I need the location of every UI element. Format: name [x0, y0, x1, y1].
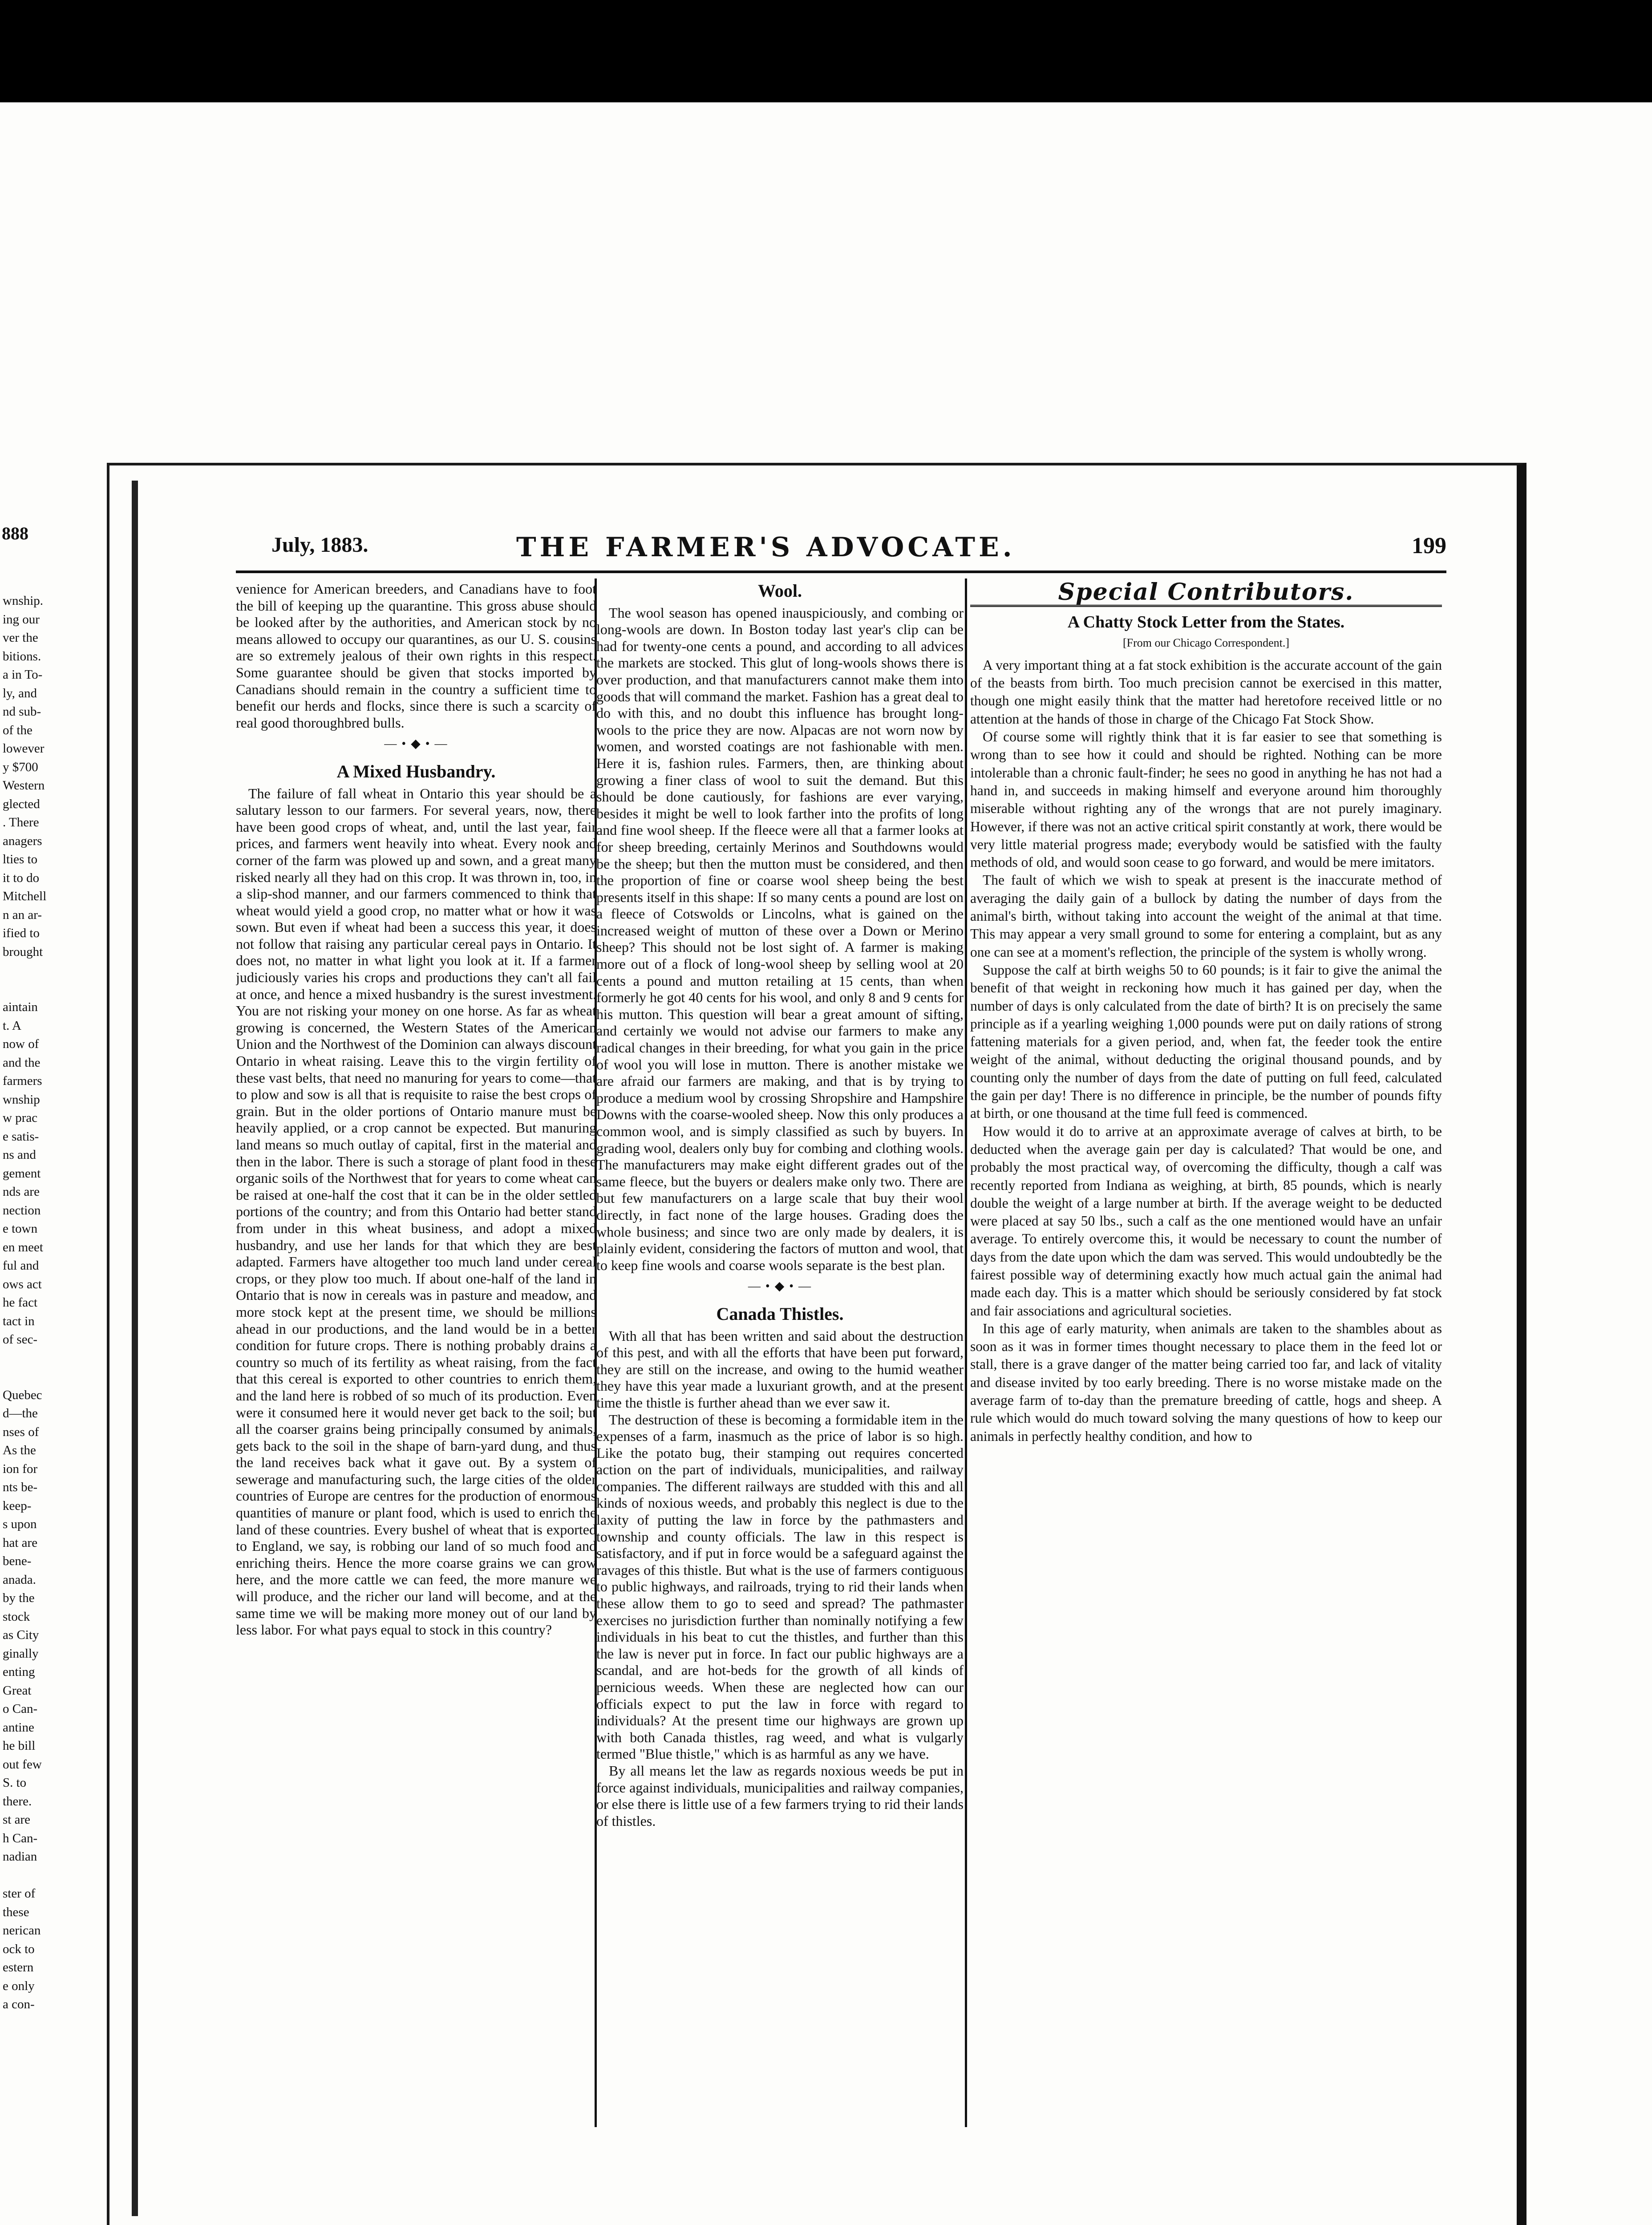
- previous-page-line: bitions.: [3, 649, 41, 663]
- previous-page-line: nection: [3, 1203, 41, 1218]
- previous-page-line: s upon: [3, 1517, 37, 1531]
- previous-page-line: Mitchell: [3, 889, 47, 903]
- section-title: Special Contributors.: [970, 583, 1442, 607]
- previous-page-line: ly, and: [3, 686, 37, 700]
- previous-page-line: h Can-: [3, 1831, 38, 1845]
- previous-page-line: by the: [3, 1591, 35, 1605]
- previous-page-line: st are: [3, 1812, 30, 1827]
- article-body: The destruction of these is becoming a formidable item in the expenses of a farm, inasmuch as the price of labor is so high. Like the potato bug, their stamping out requires concerted action on the part of individuals, municipalities, and railway companies. The different railways are studded with this and all kinds of noxious weeds, and probably this neglect is due to the laxity of putting the law in force by the pathmasters and township and county officials. The law in this respect is satisfactory, and if put in force would be a safeguard against the ravages of this thistle. But what is the use of farmers contiguous to public highways, and railroads, trying to rid their lands when these allow them to go to seed and spread? The pathmaster exercises no jurisdiction further than nominally notifying a few individuals in his beat to cut the thistles, and further than this the law is never put in force. In fact our public highways are a scandal, and are hot-beds for the growth of all kinds of pernicious weeds. When these are neglected how can our officials expect to put the law in force with regard to individuals? At the present time our highways are grown up with both Canada thistles, rag weed, and what is vulgarly termed "Blue thistle," which is as harmful as any we have.: [596, 1411, 964, 1762]
- previous-page-line: it to do: [3, 870, 40, 885]
- previous-page-line: aintain: [3, 1000, 38, 1014]
- article-body: The failure of fall wheat in Ontario this year should be a salutary lesson to our farmers. For several years, now, there have been good crops of wheat, and, until the last year, fair prices, and farmers went heavily into wheat. Every nook and corner of the farm was plowed up and sown, and a great many risked nearly all they had on this crop. It was thrown in, too, in a slip-shod manner, and our farmers commenced to think that wheat would yield a good crop, no matter what or how it was sown. But even if wheat had been a success this year, it does not follow that raising any particular cereal pays in Ontario. It does not, no matter in what light you look at it. If a farmer judiciously varies his crops and productions they can't all fail at once, and hence a mixed husbandry is the surest investment. You are not risking your money on one horse. As far as wheat growing is concerned, the Western States of the American Union and the Northwest of the Dominion can always discount Ontario in wheat raising. Leave this to the virgin fertility of these vast belts, that need no manuring for years to come—that to plow and sow is all that is requisite to raise the best crops of grain. But in the older portions of Ontario manure must be heavily applied, or a crop cannot be expected. But manuring land means so much outlay of capital, first in the material and then in the labor. There is such a storage of plant food in these organic soils of the Northwest that for years to come wheat can be raised at one-half the cost that it can be in the older settled portions of the country; and from this Ontario had better stand from under in this wheat business, and adopt a mixed husbandry, and use her lands for that which they are best adapted. Farmers have altogether too much land under cereal crops, or they plow too much. If about one-half of the land in Ontario that is now in cereals was in pasture and meadow, and more stock kept at the present time, we should be millions ahead in our productions, and the land would be in a better condition for future crops. There is nothing probably drains a country so much of its fertility as wheat raising, from the fact that this cereal is exported to other countries to enrich them, and the land here is robbed of so much of its production. Even were it consumed here it would never get back to the soil; but all the coarser grains being principally consumed by animals, gets back to the soil in the shape of barn-yard dung, and thus the land receives back what it gave out. By a system of sewerage and manufacturing such, the large cities of the older countries of Europe are centres for the production of enormous quantities of manure or plant food, which is used to enrich the land of these countries. Every bushel of wheat that is exported to England, we say, is robbing our land of so much food and enriching theirs. Hence the more coarse grains we can grow here, and the more cattle we can feed, the more manure we will produce, and the richer our land will become, and at the same time we will be making more money out of our land by less labor. For what pays equal to stock in this country?: [236, 785, 596, 1638]
- article-body: The fault of which we wish to speak at present is the inaccurate method of averaging the daily gain of a bullock by dating the number of days from the animal's birth, without taking into account the weight of the animal at that time. This may appear a very small ground to some for entering a complaint, but as any one can see at a moment's reflection, the principle of the system is wholly wrong.: [970, 872, 1442, 960]
- previous-page-line: S. to: [3, 1776, 27, 1790]
- previous-page-line: y $700: [3, 760, 38, 774]
- previous-page-line: brought: [3, 944, 43, 959]
- previous-page-line: ver the: [3, 631, 38, 645]
- article-body: Of course some will rightly think that it is far easier to see that something is wrong than to see how it could and should be righted. Nothing can be more intolerable than a chronic fault-finder; he sees no good in anything he has not had a hand in, and succeeds in making himself and everyone around him thoroughly miserable without righting any of the wrongs that are not purely imaginary. However, if there was not an active critical spirit constantly at work, there would be very little material progress made; everybody would be satisfied with the faulty methods of old, and would soon cease to go forward, and would be mere imitators.: [970, 729, 1442, 870]
- previous-page-line: nerican: [3, 1923, 41, 1938]
- previous-page-line: a in To-: [3, 668, 43, 682]
- article-body: By all means let the law as regards noxious weeds be put in force against individuals, municipalities and railway companies, or else there is little use of a few farmers trying to rid their lands of thistles.: [596, 1762, 964, 1829]
- previous-page-line: nses of: [3, 1424, 39, 1439]
- previous-page-line: Western: [3, 778, 45, 793]
- previous-page-line: these: [3, 1905, 29, 1919]
- previous-page-line: wnship.: [3, 594, 44, 608]
- section-ornament: — • ◆ • —: [384, 737, 448, 751]
- previous-page-line: a con-: [3, 1997, 35, 2011]
- previous-page-line: nds are: [3, 1185, 40, 1199]
- previous-page-line: ows act: [3, 1277, 42, 1291]
- previous-page-line: tact in: [3, 1314, 35, 1328]
- previous-page-line: hat are: [3, 1535, 38, 1550]
- article-heading: A Mixed Husbandry.: [336, 761, 496, 781]
- previous-page-line: lowever: [3, 741, 45, 756]
- previous-page-line: bene-: [3, 1554, 32, 1568]
- column-rule: [965, 578, 967, 2127]
- previous-page-line: e town: [3, 1222, 38, 1236]
- previous-page-line: of the: [3, 723, 32, 737]
- article-subheading: [From our Chicago Correspondent.]: [1122, 636, 1290, 649]
- previous-page-line: t. A: [3, 1018, 21, 1033]
- previous-page-line: ginally: [3, 1646, 39, 1661]
- previous-page-line: Great: [3, 1683, 32, 1698]
- article-body: In this age of early maturity, when animals are taken to the shambles about as soon as it was in former times thought necessary to place them in the feed lot or stall, there is a grave danger of the matter being carried too far, and lack of vitality and disease invited by too early breeding. There is no worse mistake made on the average farm of to-day than the premature breeding of cattle, hogs and sheep. A rule which would do much toward solving the many questions of how to keep our animals in perfectly healthy condition, and how to: [970, 1320, 1442, 1444]
- column-2: [596, 581, 964, 2132]
- newspaper-title: THE FARMER'S ADVOCATE.: [516, 532, 1016, 563]
- previous-page-line: nts be-: [3, 1480, 38, 1494]
- previous-page-line: . There: [3, 815, 39, 829]
- previous-page-line: ock to: [3, 1942, 35, 1956]
- article-heading: A Chatty Stock Letter from the States.: [1067, 613, 1345, 632]
- article-body: A very important thing at a fat stock exhibition is the accurate account of the gain of the beasts from birth. Too much precision cannot be exercised in this matter, though one might easily think that the matter had heretofore received little or no attention at the hands of those in charge of the Chicago Fat Stock Show.: [970, 657, 1442, 727]
- masthead: [267, 532, 1446, 567]
- previous-page-line: nadian: [3, 1849, 37, 1864]
- previous-page-line: e only: [3, 1978, 35, 1993]
- previous-page-line: w prac: [3, 1111, 38, 1125]
- column-3: [970, 581, 1442, 2132]
- section-ornament: — • ◆ • —: [748, 1279, 812, 1294]
- previous-page-line: ion for: [3, 1461, 38, 1476]
- article-body: Suppose the calf at birth weighs 50 to 60 pounds; is it fair to give the animal the benefit of that weight in reckoning how much it has gained per day, when the number of days is only calculated from the date of birth? It is on precisely the same principle as if a yearling weighing 1,000 pounds were put on daily rations of strong fattening materials for a given period, and, when fat, the feeder took the entire weight of the animal, without deducting the original thousand pounds, and by counting only the number of days from the date of putting on full feed, calculated the gain per day! There is no difference in principle, be the number of pounds fifty at birth, or one thousand at the time full feed is commenced.: [970, 962, 1442, 1121]
- previous-page-line: as City: [3, 1628, 39, 1642]
- article-heading: Wool.: [758, 581, 802, 601]
- previous-page-line: lties to: [3, 852, 38, 866]
- previous-page-line: ns and: [3, 1148, 36, 1162]
- previous-page-line: ster of: [3, 1886, 36, 1901]
- previous-page-line: now of: [3, 1037, 39, 1051]
- previous-page-line: wnship: [3, 1092, 40, 1107]
- previous-page-line: ing our: [3, 612, 40, 627]
- previous-page-line: stock: [3, 1609, 30, 1624]
- previous-page-line: he bill: [3, 1739, 36, 1753]
- previous-page-line: there.: [3, 1794, 32, 1808]
- previous-page-line: anagers: [3, 833, 42, 848]
- issue-date: July, 1883.: [271, 533, 368, 557]
- quarantine-article-end: venience for American breeders, and Canadians have to foot the bill of keeping up the quarantine. This gross abuse should be looked after by the authorities, and American stock by no means allowed to occupy our quarantines, as our U. S. cousins are so extremely jealous of their own rights in this respect. Some guarantee should be given that stocks imported by Canadians should remain in the country a sufficient time to benefit our herds and flocks, since there is such a scarcity of real good thoroughbred bulls.: [236, 581, 596, 731]
- previous-page-line: n an ar-: [3, 907, 42, 922]
- previous-page-line: gement: [3, 1166, 41, 1181]
- previous-page-line: glected: [3, 797, 40, 811]
- previous-page-line: As the: [3, 1443, 36, 1457]
- previous-page-line: out few: [3, 1757, 42, 1772]
- previous-page-line: estern: [3, 1960, 34, 1974]
- article-body: The wool season has opened inauspiciously, and combing or long-wools are down. In Boston today last year's clip can be had for twenty-one cents a pound, and according to all advices the markets are stocked. This glut of long-wools shows there is over production, and that manufacturers cannot make them into goods that will command the market. Fashion has a great deal to do with this, and no doubt this influence has brought long-wools to the price they are now. Alpacas are not worn now by women, and worsted coatings are not fashionable with men. Here it is, fashion rules. Farmers, then, are thinking about growing a finer class of wool to suit the demand. But this should be done cautiously, for fashions are ever varying, besides it might be well to look farther into the profits of long and fine wool sheep. If the fleece were all that a farmer looks at for sheep breeding, certainly Merinos and Southdowns would be the sheep; but then the mutton must be considered, and then the proportion of fine or coarse wool sheep being the best presents itself in this shape: If so many cents a pound are lost on a fleece of Cotswolds or Lincolns, what is gained on the increased weight of mutton of these over a Down or Merino sheep? This should not be lost sight of. A farmer is making more out of a flock of long-wool sheep by selling wool at 20 cents a pound and mutton retailing at 15 cents, than when formerly he got 40 cents for his wool, and only 8 and 9 cents for his mutton. This question will bear a great amount of sifting, and certainly we would not advise our farmers to make any radical changes in their breeding, for what you gain in the price of wool you will lose in mutton. There is another mistake we are afraid our farmers are making, and that is by trying to produce a medium wool by crossing Shropshire and Hampshire Downs with the coarse-wooled sheep. Now this only produces a common wool, and is simply classified as such by buyers. In grading wool, dealers only buy for combing and clothing wools. The manufacturers may make eight different grades out of the same fleece, but the buyers or dealers make only two. There are but few manufacturers on a large scale that buy their wool directly, in fact none of the large houses. Grading does the whole business; and since two are only made by dealers, it is plainly evident, considering the factors of mutton and wool, that to keep fine wools and coarse wools separate is the best plan.: [596, 604, 964, 1273]
- previous-page-line: he fact: [3, 1295, 38, 1310]
- article-heading: Canada Thistles.: [716, 1303, 844, 1324]
- previous-page-line: en meet: [3, 1240, 43, 1254]
- previous-page-line: d—the: [3, 1406, 38, 1420]
- header-rule: [236, 570, 1446, 573]
- previous-page-line: ified to: [3, 926, 40, 940]
- article-body: With all that has been written and said about the destruction of this pest, and with all the efforts that have been put forward, they are still on the increase, and owing to the humid weather they have this year made a luxuriant growth, and at the present time the thistle is further ahead than we ever saw it.: [596, 1327, 964, 1411]
- previous-page-line: of sec-: [3, 1332, 38, 1347]
- previous-page-line: o Can-: [3, 1702, 38, 1716]
- previous-page-line: farmers: [3, 1074, 42, 1088]
- previous-page-line: ful and: [3, 1258, 39, 1273]
- previous-page-line: enting: [3, 1665, 35, 1679]
- previous-page-line: and the: [3, 1055, 40, 1070]
- previous-page-line: Quebec: [3, 1388, 42, 1402]
- article-body: How would it do to arrive at an approximate average of calves at birth, to be deducted when the average gain per day is calculated? That would be one, and probably the most practical way, of overcoming the difficulty, though a calf was recently reported from Indiana as weighing, at birth, 85 pounds, which is nearly double the weight of a large number at birth. If the average weight to be deducted were placed at say 50 lbs., such a calf as the one mentioned would have an unfair average. To entirely overcome this, it would be necessary to count the number of days from the date upon which the dam was served. This would undoubtedly be the fairest possible way of determining exactly how much actual gain the animal had made each day. This is a matter which should be seriously considered by fat stock and fair associations and agricultural societies.: [970, 1123, 1442, 1319]
- previous-page-number: 888: [2, 523, 28, 543]
- previous-page-line: e satis-: [3, 1129, 39, 1144]
- previous-page-line: antine: [3, 1720, 34, 1735]
- page-number: 199: [1412, 533, 1446, 558]
- column-1: [236, 581, 596, 2132]
- previous-page-line: anada.: [3, 1572, 36, 1587]
- previous-page-line: nd sub-: [3, 704, 41, 719]
- previous-page-line: keep-: [3, 1498, 32, 1513]
